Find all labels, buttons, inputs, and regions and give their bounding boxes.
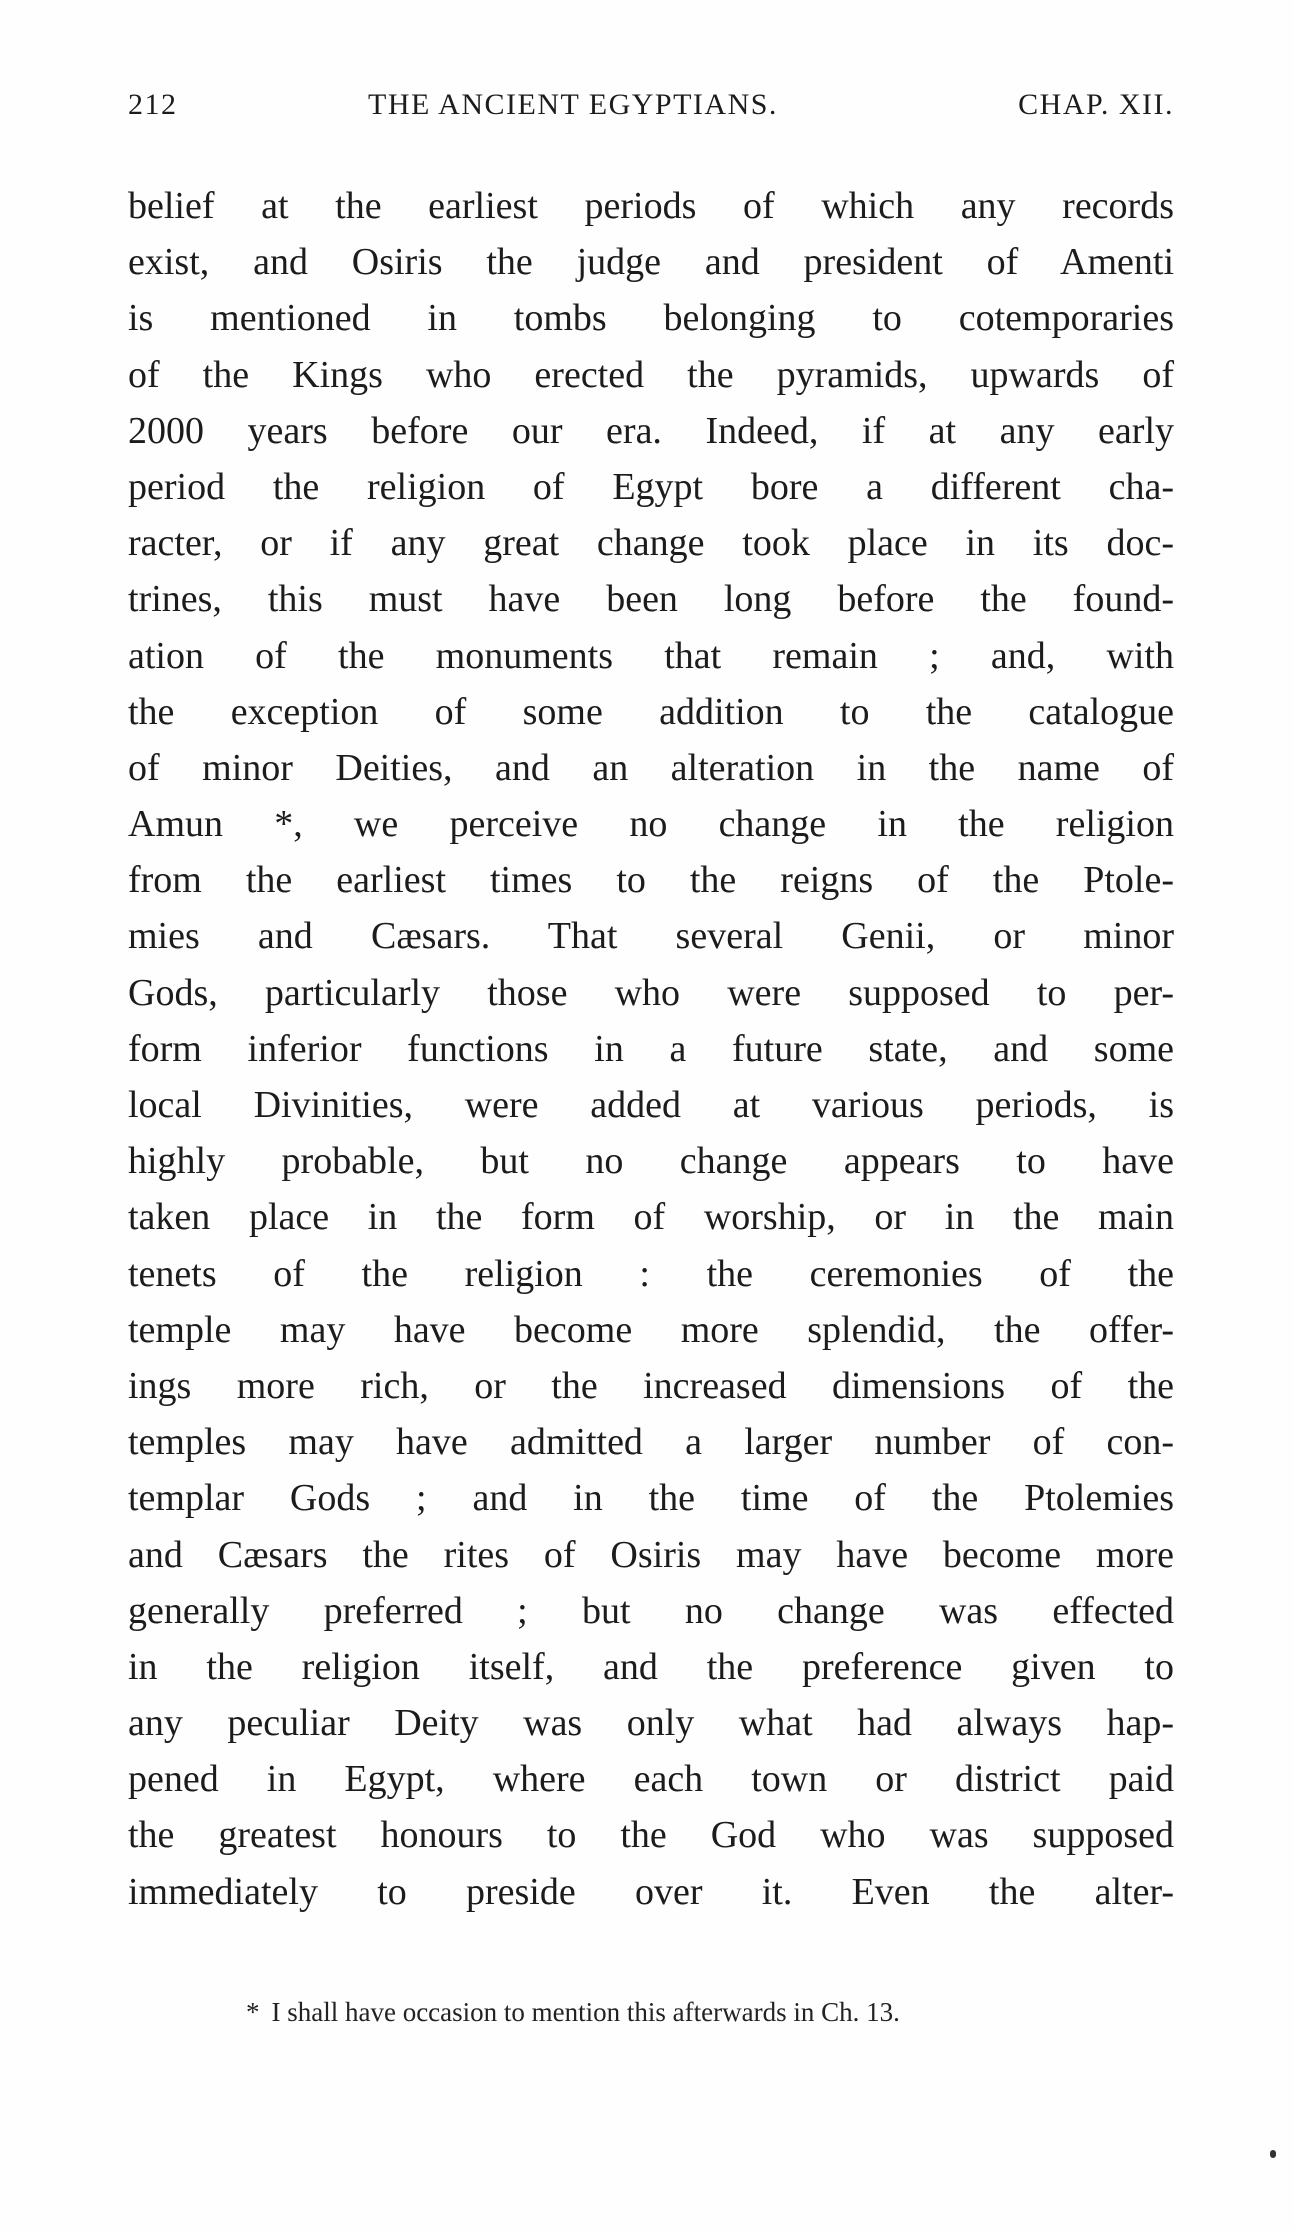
text-line: from the earliest times to the reigns of the Ptole- [128, 859, 1174, 902]
text-line: temple may have become more splendid, the offer- [128, 1308, 1174, 1351]
body-text [128, 178, 1174, 1920]
text-line: the exception of some addition to the catalogue [128, 690, 1174, 733]
text-line: trines, this must have been long before the found- [128, 578, 1174, 621]
text-line: period the religion of Egypt bore a different cha- [128, 465, 1174, 508]
text-line: ation of the monuments that remain ; and, with [128, 634, 1174, 677]
text-line: Gods, particularly those who were supposed to per- [128, 971, 1174, 1014]
text-line: mies and Cæsars. That several Genii, or minor [128, 915, 1174, 958]
text-line: 2000 years before our era. Indeed, if at any early [128, 409, 1174, 452]
text-line: tenets of the religion : the ceremonies of the [128, 1252, 1174, 1295]
text-line: pened in Egypt, where each town or district paid [128, 1758, 1174, 1801]
text-line: templar Gods ; and in the time of the Ptolemies [128, 1477, 1174, 1520]
page-number: 212 [128, 88, 178, 121]
text-line: taken place in the form of worship, or in the main [128, 1196, 1174, 1239]
ink-speck [1270, 2150, 1276, 2158]
text-line: highly probable, but no change appears to have [128, 1140, 1174, 1183]
text-line: racter, or if any great change took place in its doc- [128, 522, 1174, 565]
text-line: of the Kings who erected the pyramids, upwards of [128, 353, 1174, 396]
text-line: local Divinities, were added at various periods, is [128, 1084, 1174, 1126]
text-line: exist, and Osiris the judge and president of Amenti [128, 241, 1174, 284]
text-line: immediately to preside over it. Even the alter- [128, 1870, 1174, 1913]
text-line: form inferior functions in a future state, and some [128, 1027, 1174, 1070]
footnote-marker: * [246, 1997, 260, 2027]
text-line: and Cæsars the rites of Osiris may have become more [128, 1533, 1174, 1576]
running-header [128, 88, 1174, 132]
text-line: is mentioned in tombs belonging to cotemporaries [128, 297, 1174, 340]
running-title: THE ANCIENT EGYPTIANS. [368, 88, 778, 121]
text-line: in the religion itself, and the preference given to [128, 1645, 1174, 1688]
text-line: belief at the earliest periods of which any records [128, 185, 1174, 227]
text-line: the greatest honours to the God who was supposed [128, 1814, 1174, 1857]
text-line: of minor Deities, and an alteration in the name of [128, 746, 1174, 789]
text-line: generally preferred ; but no change was effected [128, 1589, 1174, 1632]
text-line: Amun *, we perceive no change in the religion [128, 803, 1174, 846]
footnote-text: I shall have occasion to mention this afterwards in Ch. 13. [271, 1997, 900, 2027]
footnote [246, 1994, 1176, 2030]
text-line: temples may have admitted a larger number of con- [128, 1421, 1174, 1464]
text-line: ings more rich, or the increased dimensions of the [128, 1364, 1174, 1407]
chapter-label: CHAP. XII. [1018, 88, 1174, 121]
text-line: any peculiar Deity was only what had always hap- [128, 1702, 1174, 1745]
